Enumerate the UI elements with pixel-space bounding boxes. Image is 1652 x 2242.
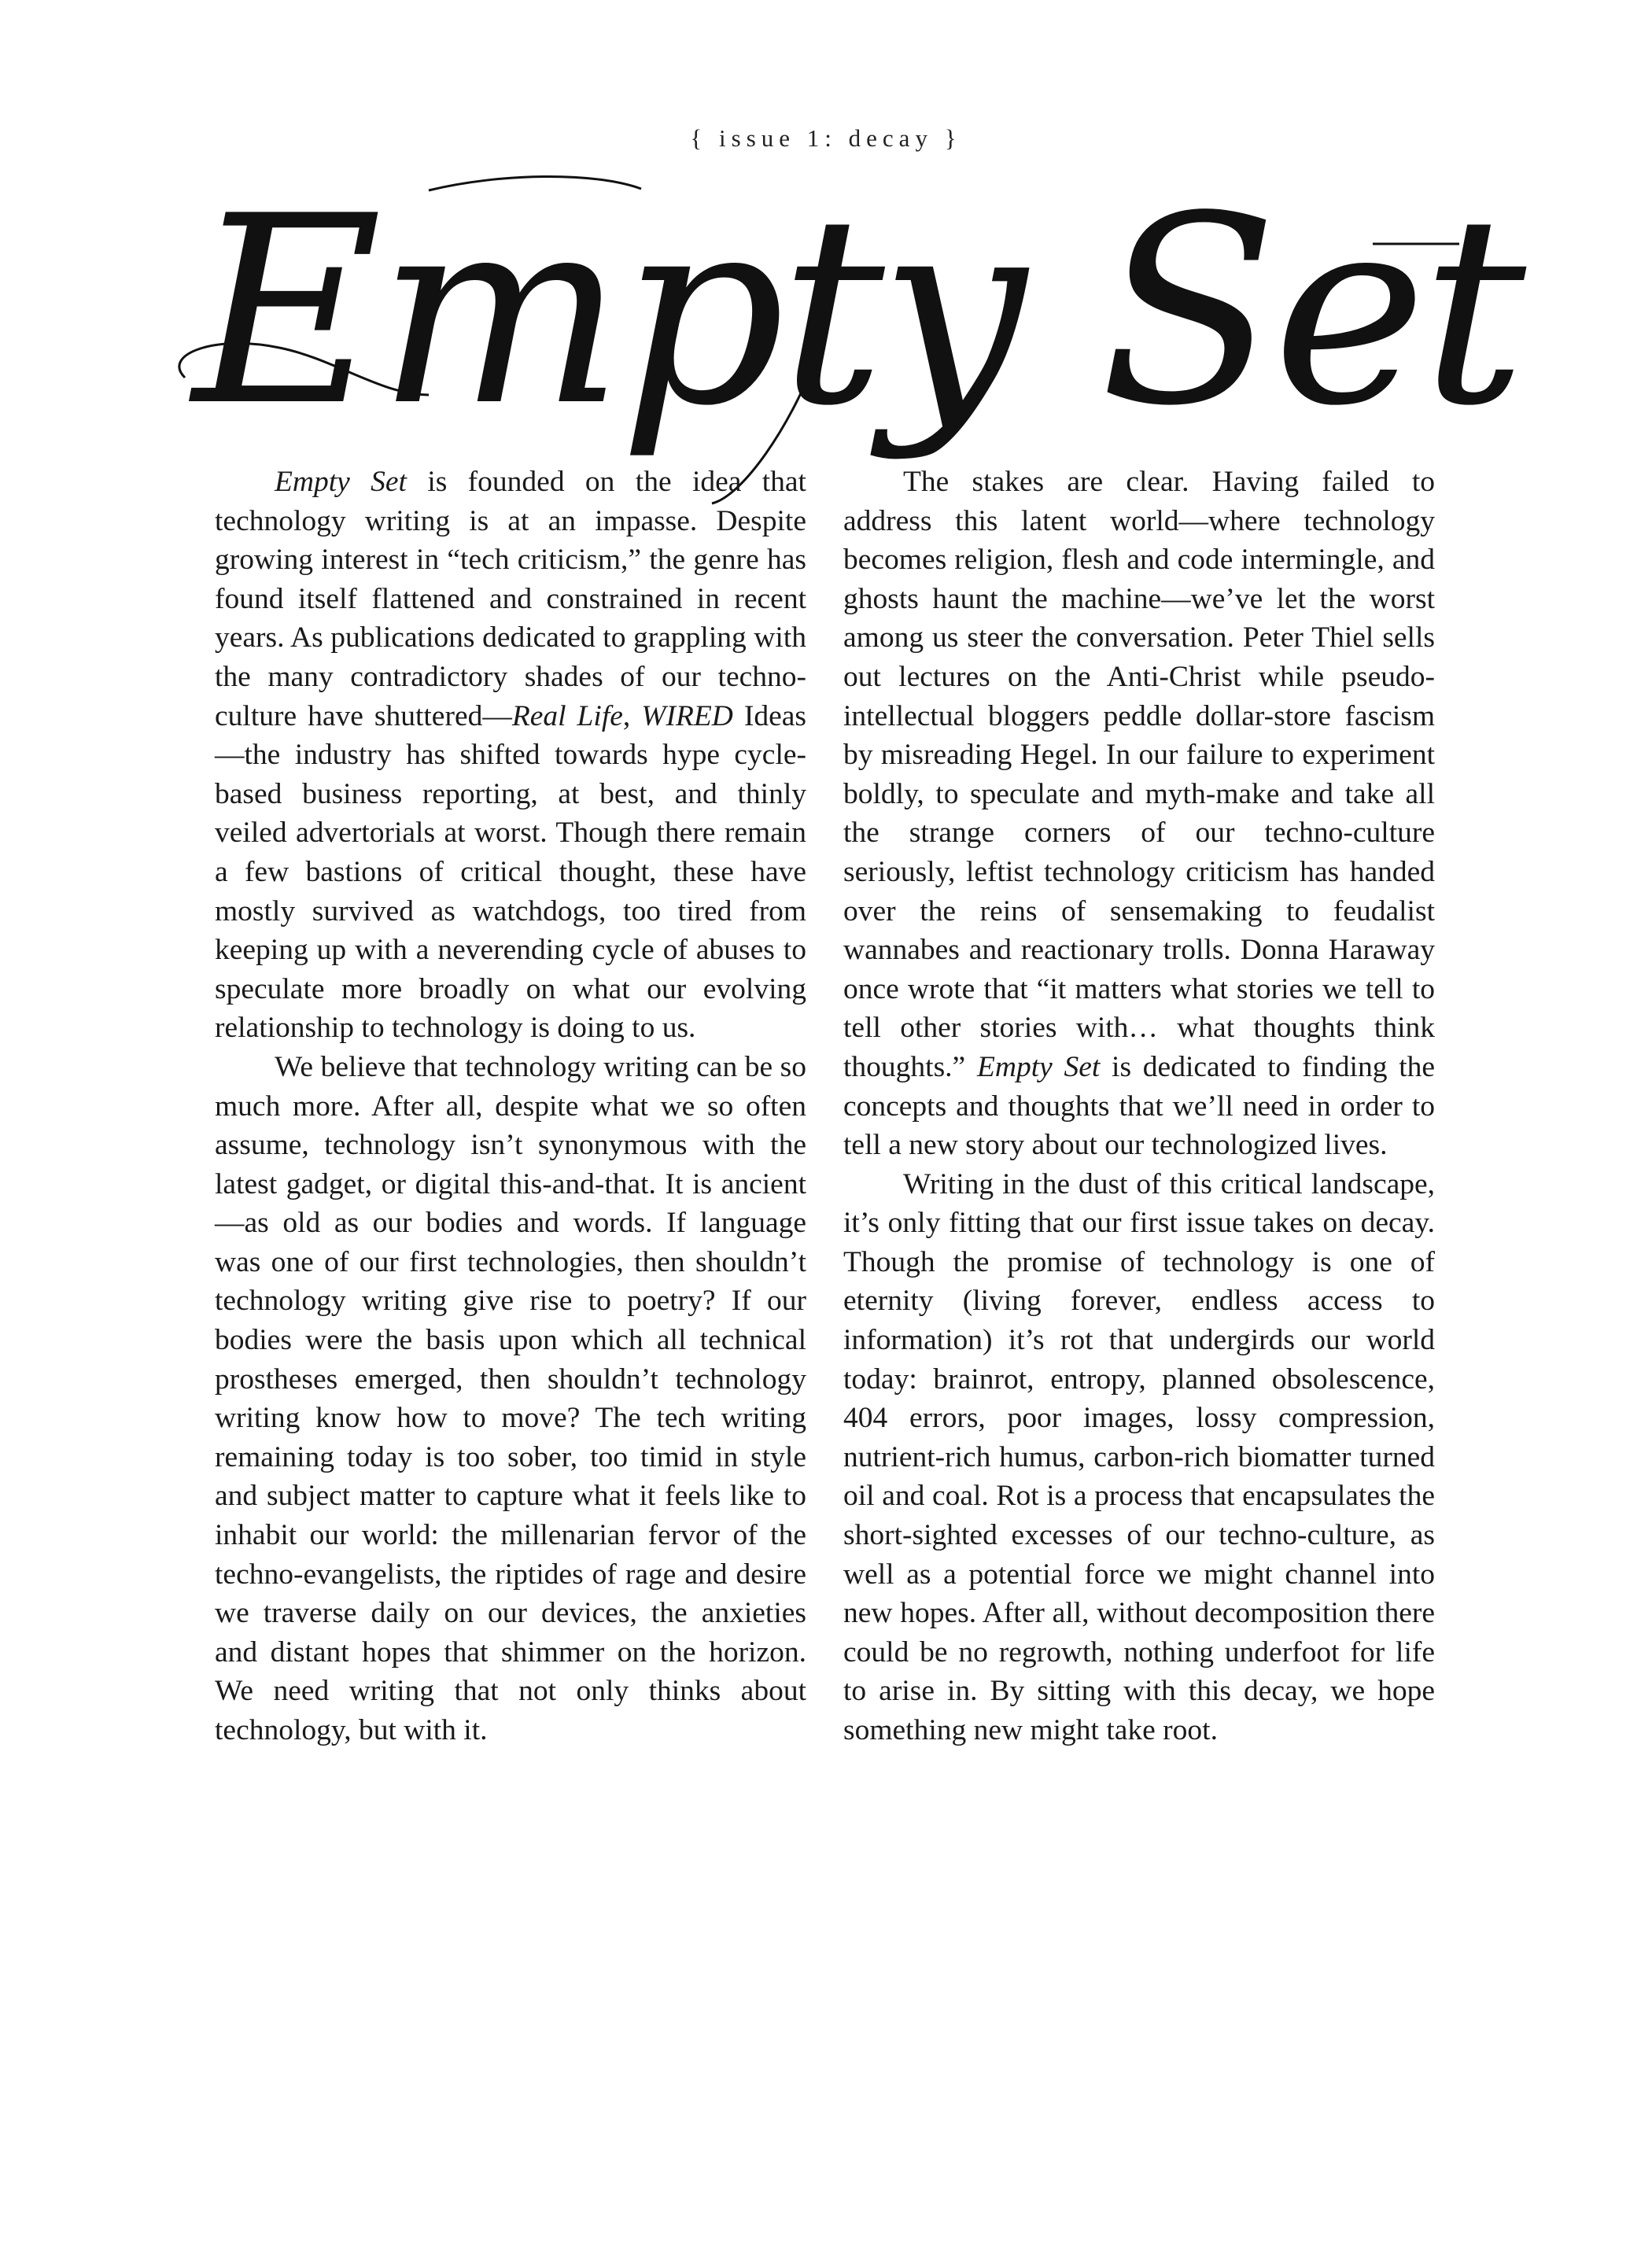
text-run: Ideas—the industry has shifted towards hype cycle-based business reporting, at best, and thinly veiled advertorials at worst. Though there remain a few bastions of critical thought, these have mostly survived as watchdogs, too tired from keeping up with a neverending cycle of abuses to speculate more broadly on what our evolving relationship to technology is doing to us.: [215, 699, 806, 1045]
italic-title: Empty Set: [976, 1050, 1101, 1083]
right-paragraph-2: Writing in the dust of this critical landscape, it’s only fitting that our first issue takes on decay. Though the promise of technology is one of eternity (living forever, endless access to information) it’s rot that undergirds our world today: brainrot, entropy, planned obsolescence, 404 errors, poor images, lossy compression, nutrient-rich humus, carbon-rich biomatter turned oil and coal. Rot is a process that encapsulates the short-sighted excesses of our techno-culture, as well as a potential force we might channel into new hopes. After all, without decomposition there could be no regrowth, nothing underfoot for life to arise in. By sitting with this decay, we hope something new might take root.: [843, 1167, 1435, 1746]
left-paragraph-1: [215, 463, 806, 1048]
swash-bottom-e: [179, 343, 429, 395]
left-column: [215, 463, 806, 1750]
right-column: [843, 463, 1435, 1750]
text-run: is founded on the idea that technology writing is at an impasse. Despite growing interest in “tech criticism,” the genre has found itself flattened and constrained in recent years. As publications dedicated to grappling with the many contradictory shades of our techno-culture have shuttered—: [215, 466, 806, 732]
text-run: is dedicated to finding the concepts and thoughts that we’ll need in order to tell a new story about our technologized lives.: [843, 1050, 1436, 1162]
italic-real-life: Real Life: [511, 699, 623, 732]
text-run: The stakes are clear. Having failed to address this latent world—where technology becomes religion, flesh and code intermingle, and ghosts haunt the machine—we’ve let the worst among us steer the conversation. Peter Thiel sells out lectures on the Anti-Christ while pseudo-intellectual bloggers peddle dollar-store fascism by misreading Hegel. In our failure to experiment boldly, to speculate and myth-make and take all the strange corners of our techno-culture seriously, leftist technology criticism has handed over the reins of sensemaking to feudalist wannabes and reactionary trolls. Donna Haraway once wrote that “it matters what stories we tell to tell other stories with… what thoughts think thoughts.”: [843, 466, 1435, 1083]
left-paragraph-2: We believe that technology writing can be so much more. After all, despite what we so often assume, technology isn’t synonymous with the latest gadget, or digital this-and-that. It is ancient—as old as our bodies and words. If language was one of our first technologies, then shouldn’t technology writing give rise to poetry? If our bodies were the basis upon which all technical prostheses emerged, then shouldn’t technology writing know how to move? The tech writing remaining today is too sober, too timid in style and subject matter to capture what it feels like to inhabit our world: the millenarian fervor of the techno-evangelists, the riptides of rage and desire we traverse daily on our devices, the anxieties and distant hopes that shimmer on the horizon. We need writing that not only thinks about technology, but with it.: [215, 1050, 806, 1746]
italic-title: Empty Set: [275, 466, 407, 498]
issue-label: { issue 1: decay }: [690, 124, 962, 152]
right-paragraph-1: [843, 463, 1435, 1165]
text-run: ,: [622, 699, 642, 732]
masthead-text: Empty Set: [193, 160, 1521, 463]
swash-top-e: [429, 176, 641, 190]
italic-wired: WIRED: [641, 699, 733, 732]
